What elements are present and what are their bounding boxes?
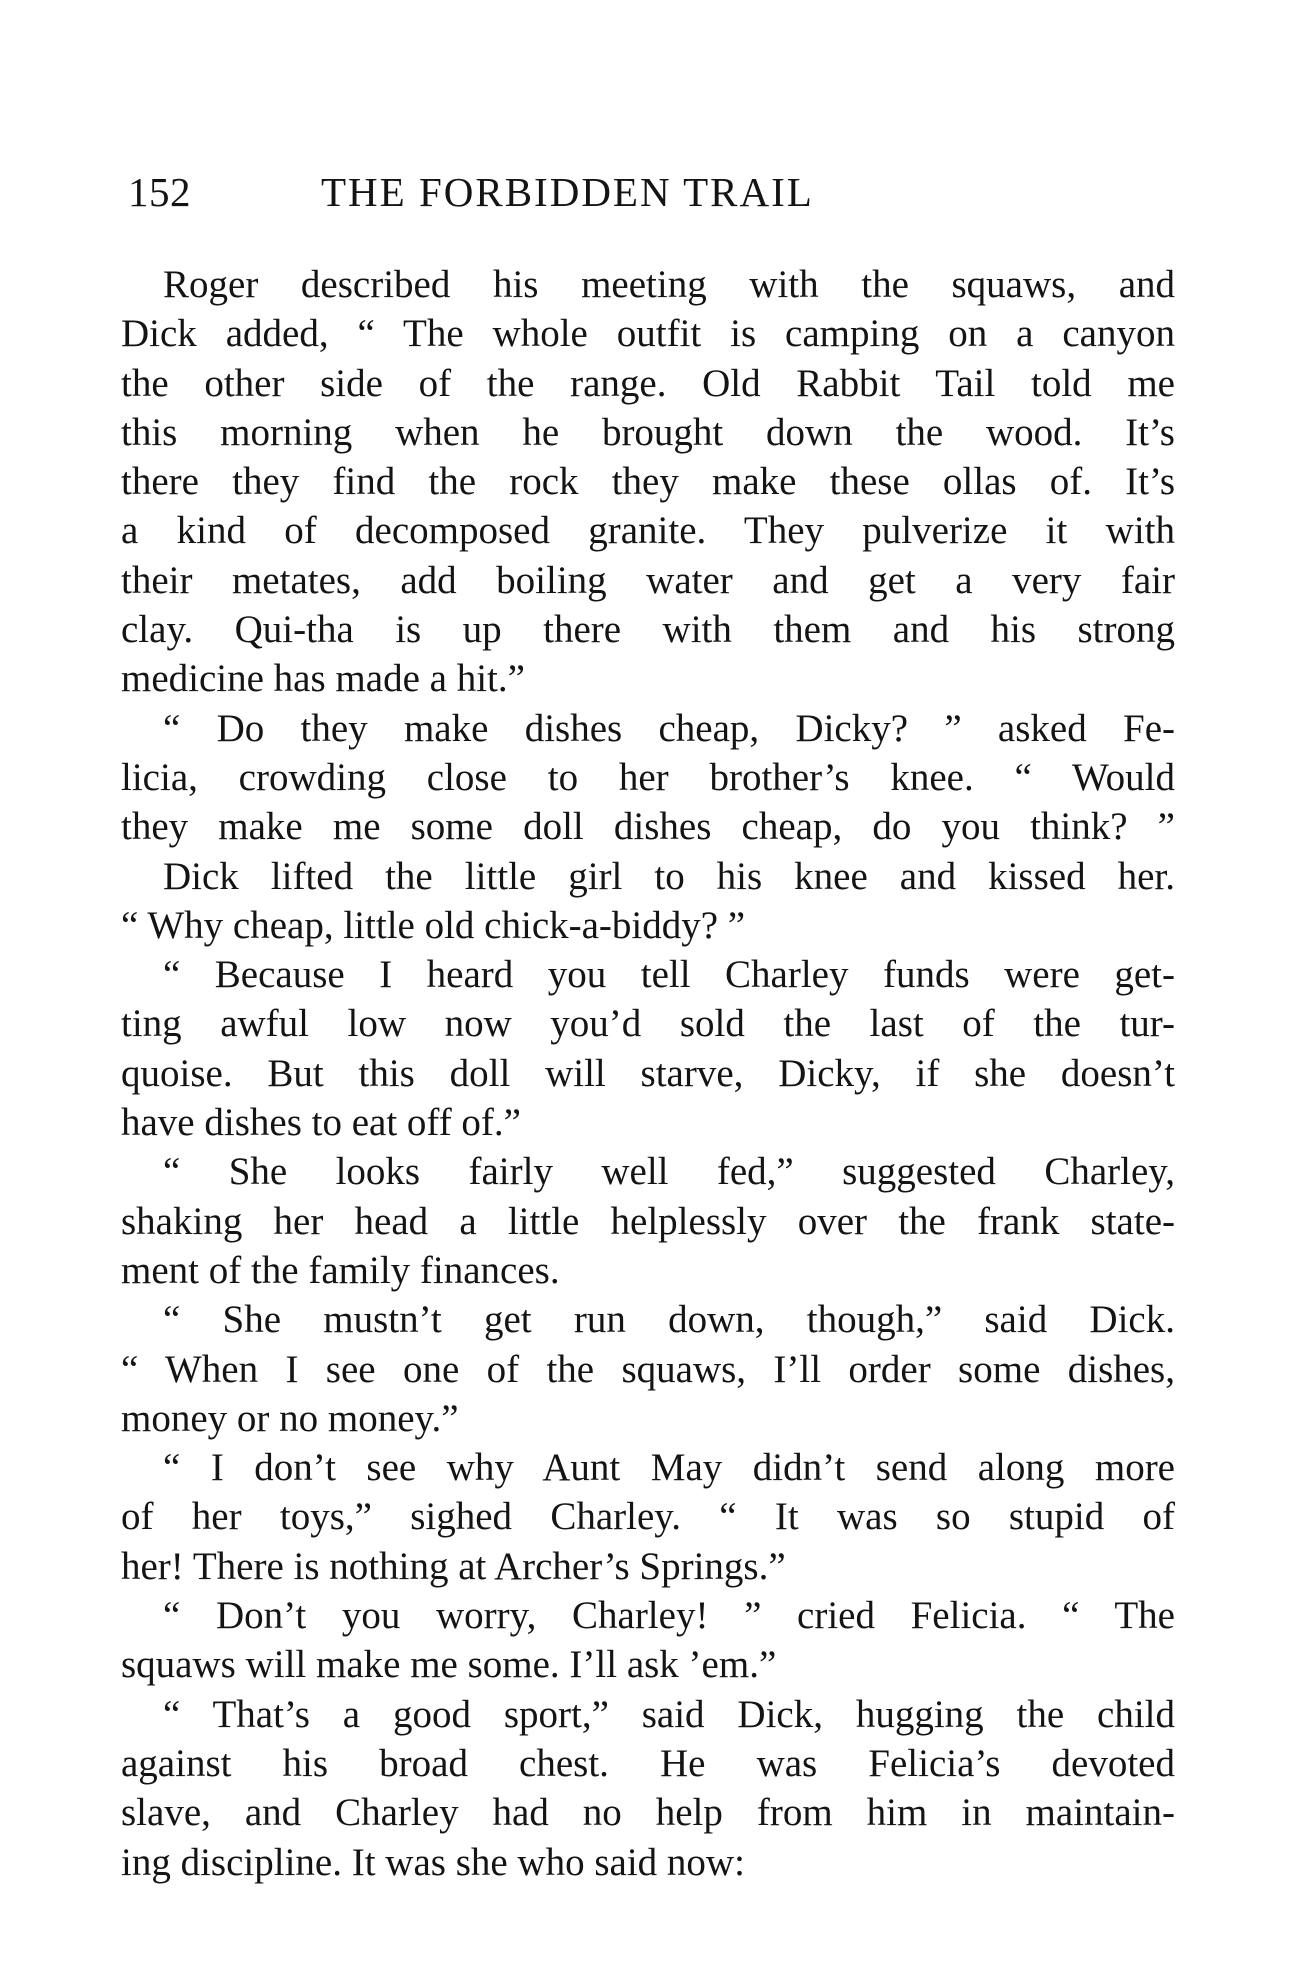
text-line: the other side of the range. Old Rabbit Tail told me <box>121 361 1175 405</box>
running-head <box>128 162 1178 222</box>
text-line: “ Do they make dishes cheap, Dicky? ” asked Fe- <box>163 706 1175 750</box>
text-line: “ When I see one of the squaws, I’ll order some dishes, <box>121 1347 1175 1391</box>
text-line: of her toys,” sighed Charley. “ It was so stupid of <box>121 1495 1175 1539</box>
page-number: 152 <box>128 169 191 215</box>
text-line: medicine has made a hit.” <box>121 657 525 701</box>
text-line: Roger described his meeting with the squaws, and <box>163 263 1175 306</box>
text-line: “ I don’t see why Aunt May didn’t send along more <box>163 1446 1175 1490</box>
text-line: ing discipline. It was she who said now: <box>121 1840 745 1884</box>
text-line: ment of the family finances. <box>121 1248 560 1292</box>
text-line: shaking her head a little helplessly over the frank state- <box>121 1199 1175 1243</box>
text-line: money or no money.” <box>121 1396 459 1440</box>
text-line: “ Why cheap, little old chick-a-biddy? ” <box>121 903 746 947</box>
text-line: Dick lifted the little girl to his knee and kissed her. <box>163 854 1175 898</box>
text-line: this morning when he brought down the wood. It’s <box>121 410 1175 454</box>
body-text <box>121 260 1175 1887</box>
text-line: “ Because I heard you tell Charley funds were get- <box>163 953 1175 997</box>
text-line: “ That’s a good sport,” said Dick, hugging the child <box>163 1692 1175 1736</box>
text-line: their metates, add boiling water and get a very fair <box>121 558 1175 602</box>
text-line: licia, crowding close to her brother’s knee. “ Would <box>121 755 1175 799</box>
text-line: against his broad chest. He was Felicia’s devoted <box>121 1741 1175 1785</box>
text-line: there they find the rock they make these ollas of. It’s <box>121 460 1175 504</box>
text-line: Dick added, “ The whole outfit is camping on a canyon <box>121 312 1175 356</box>
text-line: “ She mustn’t get run down, though,” said Dick. <box>163 1298 1175 1342</box>
text-line: ting awful low now you’d sold the last of the tur- <box>121 1002 1175 1046</box>
text-line: “ She looks fairly well fed,” suggested Charley, <box>163 1150 1175 1194</box>
text-line: quoise. But this doll will starve, Dicky, if she doesn’t <box>121 1051 1175 1095</box>
text-line: slave, and Charley had no help from him in maintain- <box>121 1791 1175 1835</box>
text-line: clay. Qui-tha is up there with them and his strong <box>121 608 1175 652</box>
text-line: a kind of decomposed granite. They pulverize it with <box>121 509 1175 553</box>
text-line: they make me some doll dishes cheap, do you think? ” <box>121 805 1175 849</box>
text-line: “ Don’t you worry, Charley! ” cried Felicia. “ The <box>163 1594 1175 1638</box>
book-title: THE FORBIDDEN TRAIL <box>321 169 814 215</box>
text-line: her! There is nothing at Archer’s Springs.” <box>121 1544 786 1588</box>
text-line: have dishes to eat off of.” <box>121 1101 521 1145</box>
text-line: squaws will make me some. I’ll ask ’em.” <box>121 1643 777 1687</box>
